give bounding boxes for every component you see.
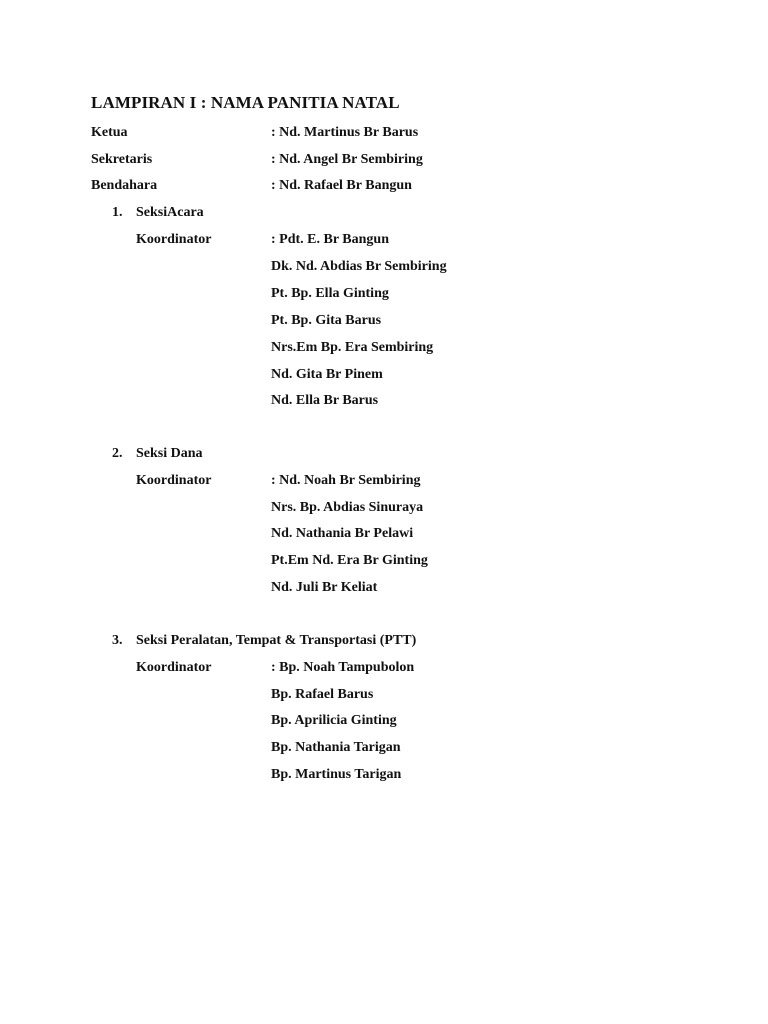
seksi-1-member: : Pdt. E. Br Bangun: [271, 232, 389, 247]
label-sekretaris: Sekretaris: [91, 152, 153, 167]
seksi-3-number: 3.: [112, 633, 123, 648]
seksi-1-member: Nd. Gita Br Pinem: [271, 367, 383, 382]
seksi-1-member: Dk. Nd. Abdias Br Sembiring: [271, 259, 447, 274]
seksi-2-number: 2.: [112, 446, 123, 461]
seksi-1-member: Pt. Bp. Gita Barus: [271, 313, 382, 328]
label-ketua: Ketua: [91, 125, 128, 140]
seksi-3-member: Bp. Aprilicia Ginting: [271, 713, 397, 728]
seksi-3-member: : Bp. Noah Tampubolon: [271, 660, 415, 675]
seksi-1-number: 1.: [112, 205, 123, 220]
seksi-2-member: Pt.Em Nd. Era Br Ginting: [271, 553, 428, 568]
value-ketua: : Nd. Martinus Br Barus: [271, 125, 419, 140]
seksi-2-name: Seksi Dana: [136, 446, 203, 461]
seksi-3-member: Bp. Martinus Tarigan: [271, 767, 402, 782]
seksi-2-koordinator-label: Koordinator: [136, 473, 212, 488]
seksi-1-member: Nrs.Em Bp. Era Sembiring: [271, 340, 434, 355]
seksi-3-koordinator-label: Koordinator: [136, 660, 212, 675]
seksi-3-name: Seksi Peralatan, Tempat & Transportasi (PTT): [136, 633, 417, 648]
seksi-3-member: Bp. Rafael Barus: [271, 687, 374, 702]
seksi-3-member: Bp. Nathania Tarigan: [271, 740, 401, 755]
value-bendahara: : Nd. Rafael Br Bangun: [271, 178, 412, 193]
label-bendahara: Bendahara: [91, 178, 158, 193]
seksi-1-name: SeksiAcara: [136, 205, 204, 220]
seksi-2-member: Nrs. Bp. Abdias Sinuraya: [271, 500, 424, 515]
seksi-1-member: Pt. Bp. Ella Ginting: [271, 286, 389, 301]
seksi-2-member: Nd. Juli Br Keliat: [271, 580, 378, 595]
seksi-2-member: Nd. Nathania Br Pelawi: [271, 526, 414, 541]
document-title: LAMPIRAN I : NAMA PANITIA NATAL: [91, 93, 400, 112]
seksi-1-koordinator-label: Koordinator: [136, 232, 212, 247]
seksi-2-member: : Nd. Noah Br Sembiring: [271, 473, 421, 488]
seksi-1-member: Nd. Ella Br Barus: [271, 393, 379, 408]
value-sekretaris: : Nd. Angel Br Sembiring: [271, 152, 423, 167]
